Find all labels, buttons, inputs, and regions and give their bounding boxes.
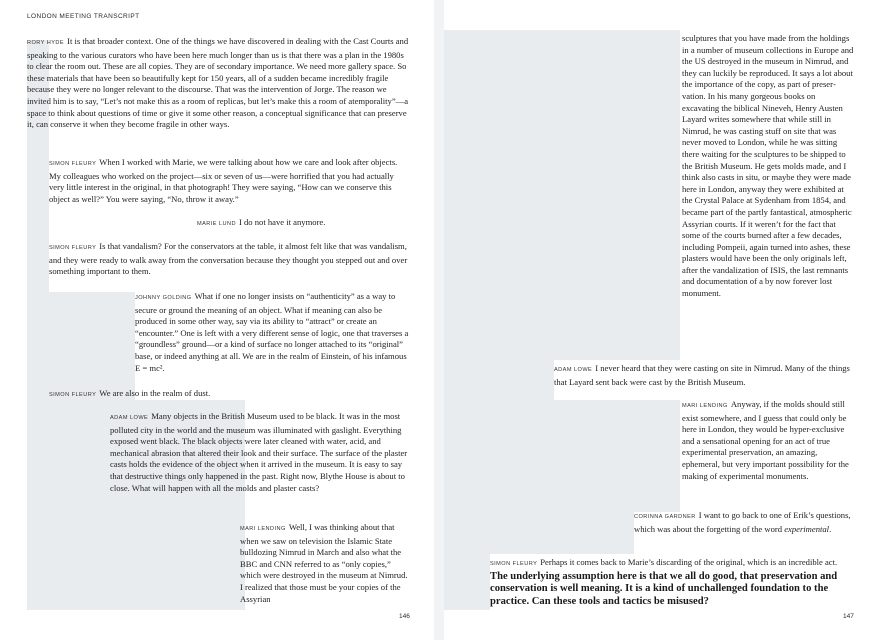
running-head: LONDON MEETING TRANSCRIPT <box>27 13 140 20</box>
speech-text: Perhaps it comes back to Marie’s discarding of the original, which is an incredible act. <box>540 557 838 567</box>
speech-text: When I worked with Marie, we were talking about how we care and look after objects. My colleagues who worked on the project—six or seven of us—were horrified that you had actually very little interest in the original, in that photograph! They were saying, “How can we conserve this object as well?” You were saying, “No, throw it away.” <box>49 157 398 204</box>
speech-text: What if one no longer insists on “authenticity” as a way to secure or ground the meaning of an object. What if meaning can also be produced in some other way, say via its ability to “attract” or create an “encounter.” One is left with a very different sense of logic, one that traverses a “groundless” ground—or a kind of surface no longer attached to its “original” base, or indeed anything at all. We are in the realm of Einstein, of his infamous E = mc². <box>135 291 409 373</box>
right-tint-strip <box>444 554 490 610</box>
speech-simon-fleury <box>490 557 854 608</box>
speaker-label: MARI LENDING <box>682 403 728 409</box>
speech-simon-fleury <box>49 388 411 402</box>
speech-mari-lending <box>682 399 854 482</box>
speaker-label: SIMON FLEURY <box>490 561 538 567</box>
speech-johnny-golding <box>135 291 411 374</box>
speech-text: Anyway, if the molds should still exist somewhere, and I guess that could only be here in London, they would be hyper-exclusive and a sensational opening for an act of true experimental preservation, an amazing, ephemeral, but very important possibility for the making of experimental monuments. <box>682 399 849 481</box>
right-tint-block <box>444 400 680 512</box>
speech-mari-lending-continued: sculptures that you have made from the holdings in a number of museum collections in Europe and the US destroyed in the museum in Nimrud, and they can luckily be reproduced. It says a lot about the importance of the copy, as part of preservation. In his many gorgeous books on excavating the biblical Nineveh, Henry Austen Layard writes somewhere that while still in Nimrud, he was casting stuff on site that was never moved to London, while he was sitting there waiting for the sculptures to be shipped to the British Museum. He gets molds made, and I think also casts in situ, or maybe they were made here in London, anyway they were exhibited at the Crystal Palace at Sydenham from 1854, and became part of the partly fantastical, atmospheric Assyrian courts. If it weren’t for the fact that some of the courts burned after a few decades, including Pompeii, again turned into ashes, these plasters would have been the only originals left, after the vandalization of ISIS, the last remnants and documentation of a by now forever lost monument. <box>682 33 854 299</box>
speaker-label: ADAM LOWE <box>110 415 149 421</box>
speaker-label: JOHNNY GOLDING <box>135 295 192 301</box>
speaker-label: SIMON FLEURY <box>49 392 97 398</box>
speech-marie-lund <box>197 217 411 231</box>
right-tint-block <box>444 512 634 554</box>
emphasis-text: The underlying assumption here is that we all do good, that preservation and conservation is well meaning. It is a kind of unchallenged foundation to the practice. Can these tools and tactics be misused? <box>490 570 838 607</box>
speech-text-italic: experimental <box>784 523 830 534</box>
speaker-label: MARI LENDING <box>240 526 286 532</box>
page-number-right: 147 <box>843 613 854 620</box>
speech-mari-lending <box>240 522 411 605</box>
speech-text: It is that broader context. One of the things we have discovered in dealing with the Cast Courts and speaking to the various curators who have been here much longer than us is that there was a plan in the 1980s to clear the room out. These are all copies. They are of secondary importance. We need more gallery space. So these materials that have been so beautifully kept for 150 years, all of a sudden became incredibly fragile because they were no longer relevant to the discourse. That was the intervention of Jorge. The reason we invited him is to say, “Let’s not make this as a room of replicas, but let’s make this a room of atemporality”—a space to think about questions of time or give it some other reason, a conceptual significance that can preserve it, can conserve it when they become fragile in other ways. <box>27 36 409 130</box>
right-tint-block <box>444 30 680 360</box>
speaker-label: MARIE LUND <box>197 221 236 227</box>
speech-text: Is that vandalism? For the conservators at the table, it almost felt like that was vandalism, and they were ready to walk away from the conversation because they thought you stepped out and over something important to them. <box>49 241 408 277</box>
gutter <box>434 0 444 640</box>
page-number-left: 146 <box>399 613 410 620</box>
speaker-label: RORY HYDE <box>27 40 65 46</box>
right-tint-block <box>444 360 554 400</box>
speech-adam-lowe <box>110 411 411 494</box>
right-page <box>444 0 880 640</box>
speech-text: . <box>829 523 832 534</box>
speech-text: I never heard that they were casting on site in Nimrud. Many of the things that Layard sent back were cast by the British Museum. <box>554 363 850 387</box>
speech-text: I do not have it anymore. <box>239 217 326 227</box>
speech-adam-lowe <box>554 363 854 388</box>
speech-text: Many objects in the British Museum used to be black. It was in the most polluted city in the world and the museum was illuminated with gaslight. Everything exposed went black. The black objects were later cleaned with water, acid, and mechanical abrasion that altered their look and their surface. The surface of the plaster casts holds the evidence of the object when it arrived in the museum. It is easy to say that destructive things only happened in the past. Right now, Blythe House is about to close. What will happen with all the molds and plaster casts? <box>110 411 408 493</box>
speech-simon-fleury <box>49 241 411 278</box>
left-page <box>0 0 434 640</box>
speaker-label: ADAM LOWE <box>554 367 593 373</box>
speaker-label: SIMON FLEURY <box>49 245 97 251</box>
speech-text: I want to go back to one of Erik’s questions, which was about the forgetting of the word <box>634 510 851 534</box>
speech-corinna-gardner <box>634 510 854 535</box>
speech-text: We are also in the realm of dust. <box>99 388 211 398</box>
speech-rory-hyde <box>27 36 410 131</box>
speech-text: Well, I was thinking about that when we saw on television the Islamic State bulldozing Nimrud in March and also what the BBC and CNN referred to as “only copies,” which were destroyed in the museum at Nimrud. I realized that those must be your copies of the Assyrian <box>240 522 408 604</box>
speaker-label: CORINNA GARDNER <box>634 514 696 520</box>
speech-simon-fleury <box>49 157 411 205</box>
speaker-label: SIMON FLEURY <box>49 161 97 167</box>
